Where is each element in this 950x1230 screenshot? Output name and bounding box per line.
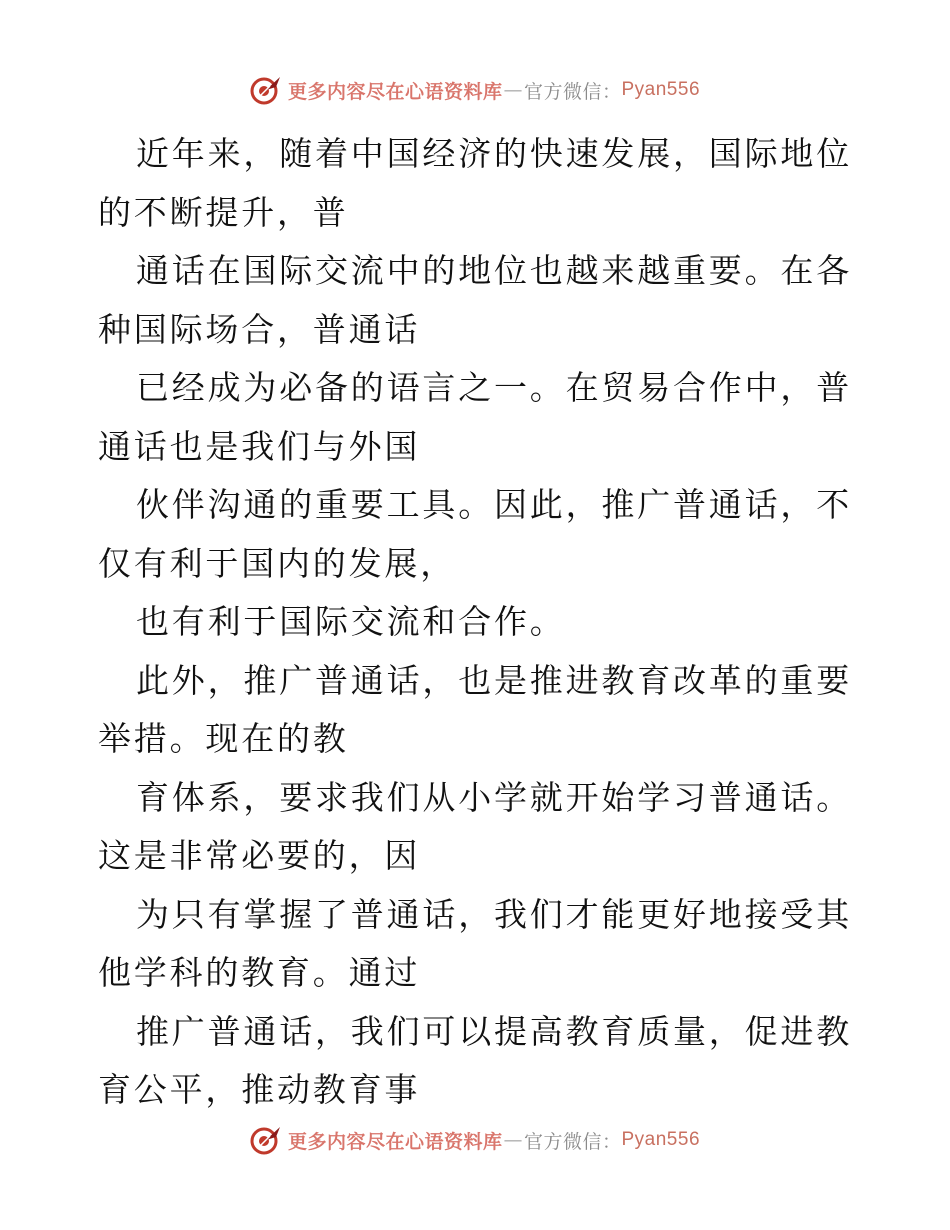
footer-dash: —: [503, 1129, 523, 1151]
header-brand-text: 更多内容尽在心语资料库: [287, 80, 503, 103]
paragraph-line: 近年来，随着中国经济的快速发展，国际地位的不断提升，普: [98, 134, 852, 232]
document-body: [98, 125, 858, 1120]
footer-brand-text: 更多内容尽在心语资料库: [287, 1130, 503, 1153]
header-wechat-handle: Pyan556: [621, 79, 701, 100]
footer-official-label: 官方微信：: [523, 1130, 622, 1153]
header-dash: —: [503, 79, 523, 101]
paragraph-line: 此外，推广普通话，也是推进教育改革的重要举措。现在的教: [98, 660, 852, 758]
paragraph-line: 为只有掌握了普通话，我们才能更好地接受其他学科的教育。通过: [98, 894, 852, 992]
paragraph-line: 育体系，要求我们从小学就开始学习普通话。这是非常必要的，因: [98, 777, 852, 875]
paragraph-line: 推广普通话，我们可以提高教育质量，促进教育公平，推动教育事: [98, 1011, 852, 1109]
paragraph-line: 伙伴沟通的重要工具。因此，推广普通话，不仅有利于国内的发展，: [98, 485, 852, 583]
footer-watermark: [0, 1125, 950, 1155]
header-official-label: 官方微信：: [523, 80, 622, 103]
quill-logo-icon: [250, 75, 282, 105]
quill-logo-icon: [250, 1125, 282, 1155]
footer-wechat-handle: Pyan556: [621, 1129, 701, 1150]
paragraph-line: 已经成为必备的语言之一。在贸易合作中，普通话也是我们与外国: [98, 368, 852, 466]
paragraph-line: 通话在国际交流中的地位也越来越重要。在各种国际场合，普通话: [98, 251, 852, 349]
paragraph-line: 也有利于国际交流和合作。: [136, 602, 566, 641]
header-watermark: [0, 75, 950, 105]
